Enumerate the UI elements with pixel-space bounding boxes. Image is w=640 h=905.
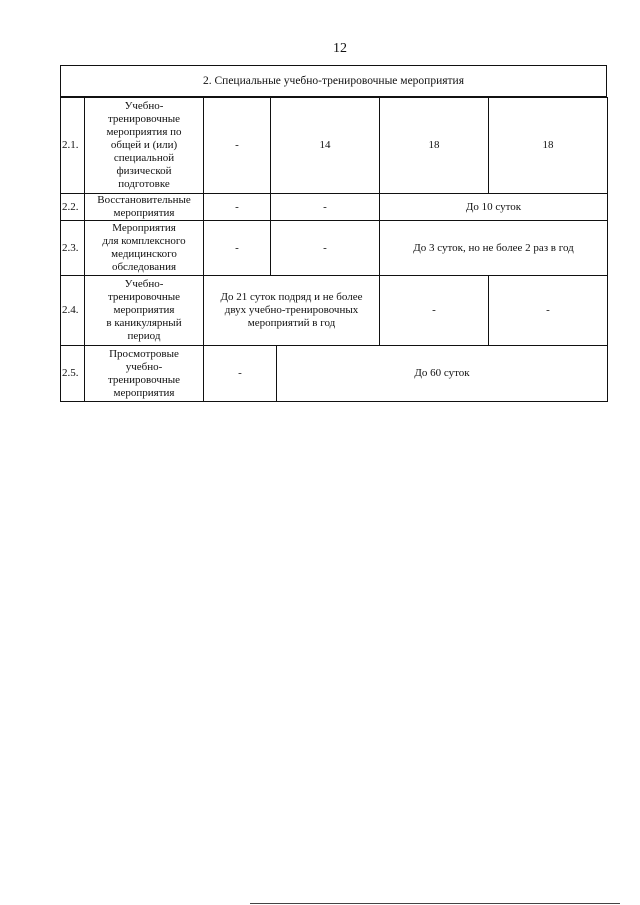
cell-value: - [204,98,271,194]
table-row [61,346,608,402]
cell-value: 14 [271,98,380,194]
event-name: Учебно- тренировочные мероприятия в каникулярный период [85,276,204,346]
cell-value: - [271,194,380,221]
cell-value: - [380,276,489,346]
row-number: 2.5. [61,346,85,402]
cell-value: 18 [380,98,489,194]
cell-value: - [489,276,608,346]
table-row [61,194,608,221]
cell-value-merged: До 60 суток [414,367,470,379]
bottom-rule [250,903,620,904]
row-number: 2.2. [61,194,85,221]
event-name: Учебно- тренировочные мероприятия по общей и (или) специальной физической подготовке [85,98,204,194]
event-name: Мероприятия для комплексного медицинского обследования [85,221,204,276]
cell-value: - [204,194,271,221]
events-table [60,97,608,402]
table-row [61,276,608,346]
cell-value-merged: До 3 суток, но не более 2 раз в год [380,221,608,276]
cell-value: 18 [489,98,608,194]
row-number: 2.3. [61,221,85,276]
page-number: 12 [333,41,347,56]
split-cell [204,346,608,402]
cell-value-merged: До 10 суток [380,194,608,221]
section-title: 2. Специальные учебно-тренировочные мероприятия [203,75,464,87]
row-number: 2.1. [61,98,85,194]
cell-value: - [204,346,277,401]
cell-value: - [271,221,380,276]
event-name: Просмотровые учебно- тренировочные мероприятия [85,346,204,402]
cell-value: - [204,221,271,276]
row-number: 2.4. [61,276,85,346]
table-row [61,221,608,276]
table-row [61,98,608,194]
section-header [60,65,607,97]
document-table [60,65,607,402]
cell-value-merged: До 21 суток подряд и не более двух учебно-тренировочных мероприятий в год [204,276,380,346]
event-name: Восстановительные мероприятия [85,194,204,221]
